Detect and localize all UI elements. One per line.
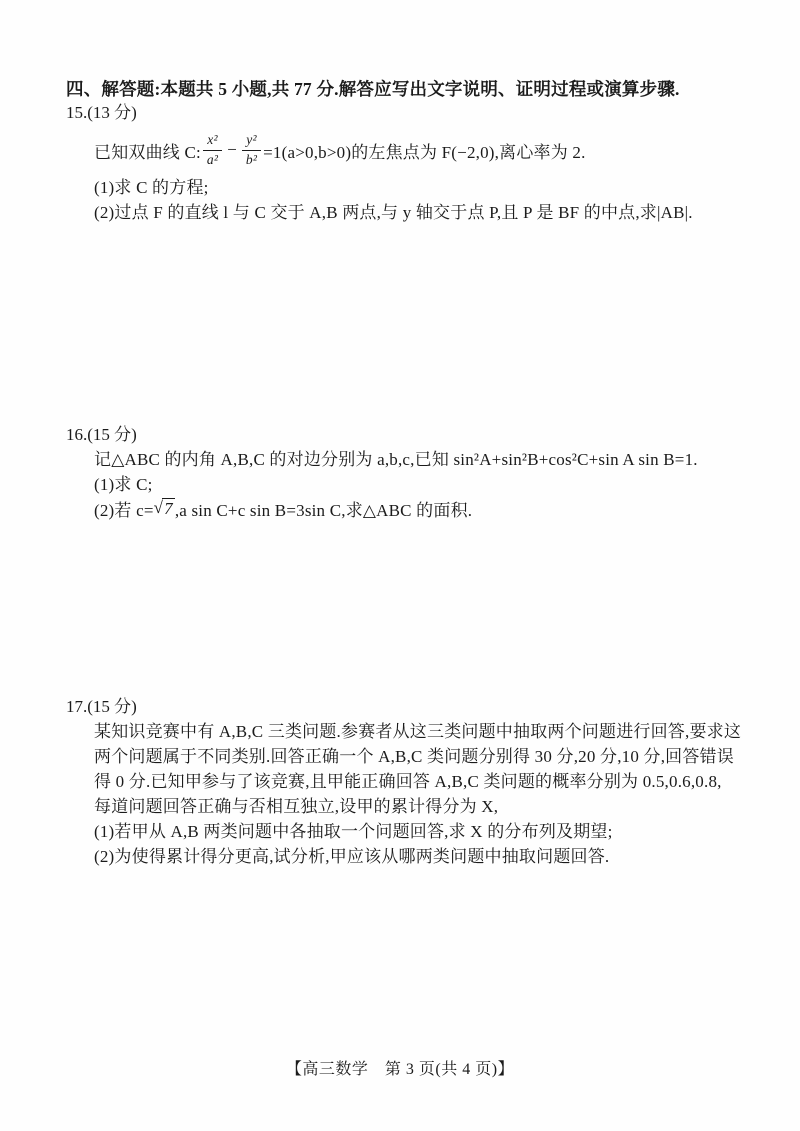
fraction-numerator: x²: [203, 132, 221, 151]
question-17-part-1: (1)若甲从 A,B 两类问题中各抽取一个问题回答,求 X 的分布列及期望;: [94, 822, 613, 841]
radical-sign: √: [153, 498, 164, 517]
question-17-line-1: 某知识竞赛中有 A,B,C 三类问题.参赛者从这三类问题中抽取两个问题进行回答,要求这: [94, 722, 742, 741]
page-footer: 【高三数学 第 3 页(共 4 页)】: [285, 1061, 515, 1078]
sqrt-7-expression: [154, 498, 175, 519]
question-16-statement: 记△ABC 的内角 A,B,C 的对边分别为 a,b,c,已知 sin²A+sin²B+cos²C+sin A sin B=1.: [94, 450, 698, 469]
radicand: 7: [164, 499, 173, 518]
fraction-y2-b2: [242, 132, 261, 169]
question-15-equation-line: [94, 128, 586, 172]
fraction-x2-a2: [203, 132, 222, 169]
question-15-intro-prefix: 已知双曲线 C:: [94, 142, 201, 162]
question-17-line-2: 两个问题属于不同类别.回答正确一个 A,B,C 类问题分别得 30 分,20 分,10 分,回答错误: [94, 747, 734, 766]
question-17-line-3: 得 0 分.已知甲参与了该竞赛,且甲能正确回答 A,B,C 类问题的概率分别为 0.5,0.6,0.8,: [94, 772, 722, 791]
question-15-part-2: (2)过点 F 的直线 l 与 C 交于 A,B 两点,与 y 轴交于点 P,且 P 是 BF 的中点,求|AB|.: [94, 203, 693, 222]
question-16-part-2: [94, 496, 472, 521]
question-17-number: 17.(15 分): [66, 697, 137, 716]
question-16-number: 16.(15 分): [66, 425, 137, 444]
question-17-line-4: 每道问题回答正确与否相互独立,设甲的累计得分为 X,: [94, 797, 499, 816]
fraction-denominator: a²: [206, 151, 219, 167]
question-15-intro-suffix: =1(a>0,b>0)的左焦点为 F(−2,0),离心率为 2.: [263, 142, 586, 162]
question-17-part-2: (2)为使得累计得分更高,试分析,甲应该从哪两类问题中抽取问题回答.: [94, 847, 610, 866]
question-16-part-1: (1)求 C;: [94, 475, 153, 494]
question-15-part-1: (1)求 C 的方程;: [94, 178, 209, 197]
fraction-denominator: b²: [245, 151, 258, 167]
question-16-part-2-suffix: ,a sin C+c sin B=3sin C,求△ABC 的面积.: [174, 501, 473, 520]
fraction-numerator: y²: [242, 132, 260, 151]
question-16-part-2-prefix: (2)若 c=: [94, 501, 154, 520]
minus-operator: −: [227, 140, 237, 159]
question-15-number: 15.(13 分): [66, 103, 137, 122]
section-header: 四、解答题:本题共 5 小题,共 77 分.解答应写出文字说明、证明过程或演算步骤.: [66, 79, 680, 99]
